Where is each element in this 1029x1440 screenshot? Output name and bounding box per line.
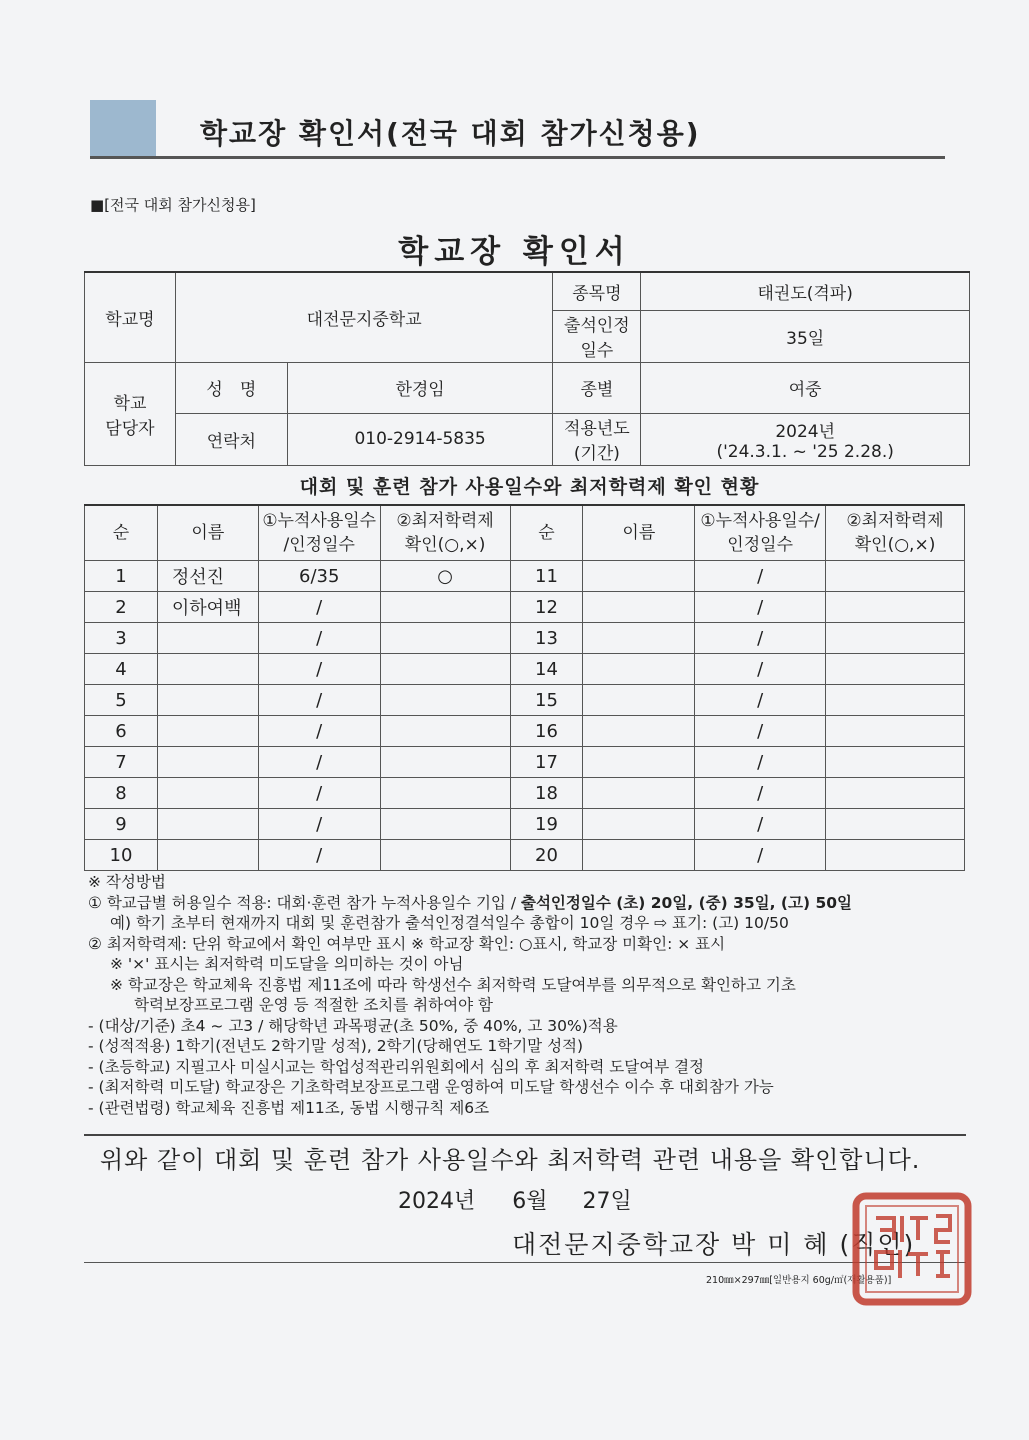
confirmation-statement: 위와 같이 대회 및 훈련 참가 사용일수와 최저학력 관련 내용을 확인합니다. <box>100 1146 921 1174</box>
col-header-days-right <box>695 505 826 561</box>
row-number-right: 19 <box>510 809 583 840</box>
row-name-right <box>583 561 695 592</box>
col-header-days-line1: ①누적사용일수 <box>262 511 377 531</box>
col-header-check-right-line1: ②최저학력제 <box>846 511 944 531</box>
note-2: ② 최저학력제: 단위 학교에서 확인 여부만 표시 ※ 학교장 확인: ○표시, 학교장 미확인: × 표시 <box>88 934 726 953</box>
row-check-right <box>826 716 965 747</box>
manager-name-value: 한경임 <box>287 362 553 413</box>
row-number: 7 <box>85 747 158 778</box>
row-number-right: 14 <box>510 654 583 685</box>
row-number-right: 13 <box>510 623 583 654</box>
row-number: 9 <box>85 809 158 840</box>
row-number: 6 <box>85 716 158 747</box>
row-days-right: / <box>695 685 826 716</box>
col-header-days-right-line2: 인정일수 <box>727 535 793 555</box>
note-1-text: ① 학교급별 허용일수 적용: 대회·훈련 참가 누적사용일수 기입 / <box>88 893 521 912</box>
row-check: ○ <box>380 561 510 592</box>
row-check-right <box>826 561 965 592</box>
note-1-example: 예) 학기 초부터 현재까지 대회 및 훈련참가 출석인정결석일수 총합이 10일 경우 ⇨ 표기: (고) 10/50 <box>110 914 789 932</box>
row-number: 3 <box>85 623 158 654</box>
row-check <box>380 685 510 716</box>
row-days-right: / <box>695 747 826 778</box>
date-day: 27일 <box>582 1189 632 1214</box>
row-number-right: 16 <box>510 716 583 747</box>
row-name-right <box>583 778 695 809</box>
year-value-line2: ('24.3.1. ~ '25 2.28.) <box>716 441 894 462</box>
event-label: 종목명 <box>553 272 641 310</box>
row-number: 4 <box>85 654 158 685</box>
status-section-title: 대회 및 훈련 참가 사용일수와 최저학력제 확인 현황 <box>299 476 760 498</box>
row-name: 정선진 <box>157 561 258 592</box>
row-days-right: / <box>695 840 826 871</box>
detail-1: - (대상/기준) 초4 ~ 고3 / 해당학년 과목평균(초 50%, 중 40%, 고 30%)적용 <box>88 1016 618 1035</box>
row-number: 2 <box>85 592 158 623</box>
row-days: / <box>258 778 380 809</box>
note-3: ※ '×' 표시는 최저학력 미도달을 의미하는 것이 아님 <box>110 955 464 973</box>
row-name <box>157 654 258 685</box>
date-year: 2024년 <box>398 1189 476 1214</box>
row-days: / <box>258 592 380 623</box>
row-number: 1 <box>85 561 158 592</box>
row-check <box>380 623 510 654</box>
row-name <box>157 716 258 747</box>
date-month: 6월 <box>512 1189 548 1214</box>
row-days: / <box>258 809 380 840</box>
year-label <box>553 413 641 465</box>
row-check-right <box>826 840 965 871</box>
row-days-right: / <box>695 561 826 592</box>
row-days: / <box>258 747 380 778</box>
detail-2: - (성적적용) 1학기(전년도 2학기말 성적), 2학기(당해연도 1학기말 성적) <box>88 1037 584 1055</box>
row-name <box>157 809 258 840</box>
col-header-no: 순 <box>85 505 158 561</box>
row-name-right <box>583 623 695 654</box>
row-check-right <box>826 592 965 623</box>
notes-heading: ※ 작성방법 <box>88 873 166 891</box>
issue-date <box>398 1184 632 1215</box>
row-check <box>380 592 510 623</box>
note-1-bold: 출석인정일수 (초) 20일, (중) 35일, (고) 50일 <box>520 893 853 912</box>
note-4-cont: 학력보장프로그램 운영 등 적절한 조치를 취하여야 함 <box>134 996 493 1014</box>
col-header-days-right-line1: ①누적사용일수/ <box>700 511 820 531</box>
col-header-check-right-line2: 확인(○,×) <box>854 535 936 555</box>
row-name <box>157 685 258 716</box>
principal-signature: 대전문지중학교장 박 미 혜 (직인) <box>512 1230 916 1259</box>
attendance-label <box>553 310 641 362</box>
row-number-right: 11 <box>510 561 583 592</box>
manager-name-label: 성 명 <box>175 362 287 413</box>
row-number-right: 12 <box>510 592 583 623</box>
col-header-days <box>258 505 380 561</box>
event-value: 태권도(격파) <box>641 272 970 310</box>
footer-divider <box>84 1262 966 1263</box>
row-days-right: / <box>695 716 826 747</box>
row-name-right <box>583 840 695 871</box>
official-seal-stamp <box>850 1190 975 1308</box>
row-name <box>157 623 258 654</box>
row-days: / <box>258 623 380 654</box>
row-number-right: 20 <box>510 840 583 871</box>
school-info-table <box>84 271 970 466</box>
col-header-no-right: 순 <box>510 505 583 561</box>
table-row <box>85 654 965 685</box>
col-header-check-line2: 확인(○,×) <box>404 535 486 555</box>
row-days-right: / <box>695 654 826 685</box>
row-check-right <box>826 809 965 840</box>
table-row <box>85 716 965 747</box>
detail-4: - (최저학력 미도달) 학교장은 기초학력보장프로그램 운영하여 미도달 학생선수 이수 후 대회참가 가능 <box>88 1078 774 1096</box>
row-name <box>157 778 258 809</box>
table-row <box>85 778 965 809</box>
row-check <box>380 809 510 840</box>
manager-label <box>85 362 176 465</box>
row-name <box>157 747 258 778</box>
contact-value: 010-2914-5835 <box>287 413 553 465</box>
table-row <box>85 685 965 716</box>
note-1 <box>88 893 968 914</box>
col-header-name: 이름 <box>157 505 258 561</box>
row-number-right: 15 <box>510 685 583 716</box>
attendance-label-line1: 출석인정 <box>564 316 630 336</box>
row-check-right <box>826 747 965 778</box>
year-value-line1: 2024년 <box>775 421 836 442</box>
status-table <box>84 504 965 871</box>
row-days: / <box>258 654 380 685</box>
col-header-check-right <box>826 505 965 561</box>
row-number: 10 <box>85 840 158 871</box>
manager-label-line2: 담당자 <box>105 418 155 439</box>
row-days-right: / <box>695 623 826 654</box>
col-header-check-line1: ②최저학력제 <box>396 511 494 531</box>
row-check <box>380 778 510 809</box>
row-name-right <box>583 716 695 747</box>
year-value <box>641 413 970 465</box>
row-days-right: / <box>695 592 826 623</box>
row-days: / <box>258 840 380 871</box>
row-number: 8 <box>85 778 158 809</box>
row-days-right: / <box>695 809 826 840</box>
table-row <box>85 809 965 840</box>
notes-divider <box>84 1134 966 1136</box>
row-name-right <box>583 685 695 716</box>
detail-5: - (관련법령) 학교체육 진흥법 제11조, 동법 시행규칙 제6조 <box>88 1098 490 1117</box>
document-title: 학교장 확인서 <box>398 234 631 270</box>
attendance-value: 35일 <box>641 310 970 362</box>
attendance-label-line2: 일수 <box>580 341 614 361</box>
category-value: 여중 <box>641 362 970 413</box>
row-number-right: 17 <box>510 747 583 778</box>
row-days: 6/35 <box>258 561 380 592</box>
table-row <box>85 747 965 778</box>
col-header-days-line2: /인정일수 <box>283 535 355 555</box>
note-4: ※ 학교장은 학교체육 진흥법 제11조에 따라 학생선수 최저학력 도달여부를 의무적으로 확인하고 기초 <box>110 975 796 994</box>
detail-3: - (초등학교) 지필고사 미실시교는 학업성적관리위원회에서 심의 후 최저학력 도달여부 결정 <box>88 1057 705 1076</box>
school-name-value: 대전문지중학교 <box>175 272 553 362</box>
header-color-box <box>90 100 156 158</box>
row-check-right <box>826 685 965 716</box>
row-days: / <box>258 716 380 747</box>
table-row <box>85 840 965 871</box>
paper-spec: 210㎜×297㎜[일반용지 60g/㎡(재활용품)] <box>706 1275 892 1286</box>
header-divider <box>90 156 945 159</box>
year-label-line2: (기간) <box>573 444 620 464</box>
row-check <box>380 654 510 685</box>
instructions <box>88 872 968 1118</box>
row-days-right: / <box>695 778 826 809</box>
row-name: 이하여백 <box>157 592 258 623</box>
table-row <box>85 592 965 623</box>
row-name-right <box>583 747 695 778</box>
contact-label: 연락처 <box>175 413 287 465</box>
col-header-name-right: 이름 <box>583 505 695 561</box>
table-row <box>85 623 965 654</box>
row-check <box>380 840 510 871</box>
row-check <box>380 716 510 747</box>
year-label-line1: 적용년도 <box>564 419 630 439</box>
manager-label-line1: 학교 <box>113 393 147 414</box>
row-check-right <box>826 778 965 809</box>
row-check-right <box>826 623 965 654</box>
row-name-right <box>583 809 695 840</box>
row-number-right: 18 <box>510 778 583 809</box>
header-title: 학교장 확인서(전국 대회 참가신청용) <box>200 117 701 150</box>
row-number: 5 <box>85 685 158 716</box>
row-name-right <box>583 654 695 685</box>
category-label: 종별 <box>553 362 641 413</box>
row-name <box>157 840 258 871</box>
row-days: / <box>258 685 380 716</box>
row-check-right <box>826 654 965 685</box>
form-type-tag: ■[전국 대회 참가신청용] <box>90 196 256 214</box>
col-header-check <box>380 505 510 561</box>
school-name-label: 학교명 <box>85 272 176 362</box>
row-name-right <box>583 592 695 623</box>
table-row <box>85 561 965 592</box>
row-check <box>380 747 510 778</box>
